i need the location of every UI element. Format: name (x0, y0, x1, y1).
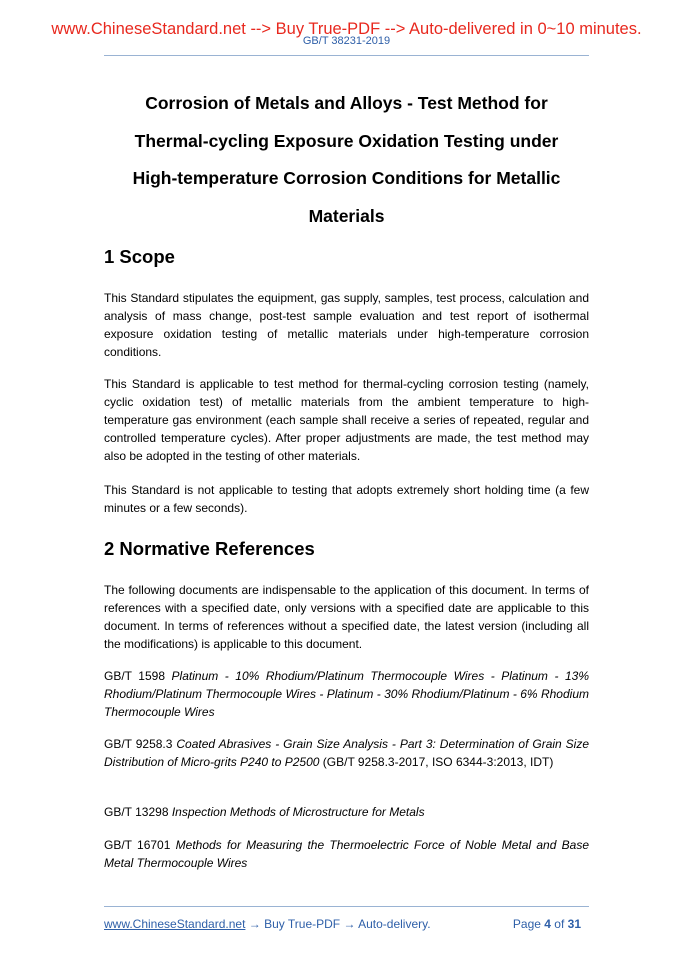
page-number: 4 (544, 917, 551, 931)
reference-code: GB/T 1598 (104, 669, 172, 683)
page-indicator (513, 915, 581, 933)
page-total: 31 (567, 917, 581, 931)
title-line: Thermal-cycling Exposure Oxidation Testing under (134, 130, 559, 151)
page-footer (104, 915, 589, 933)
footer-divider (104, 906, 589, 907)
reference-code: GB/T 13298 (104, 805, 172, 819)
reference-title: Platinum - 10% Rhodium/Platinum Thermocouple Wires - Platinum - 13% Rhodium/Platinum Thermocouple Wires - Platinum - 30% Rhodium/Platinum - 6% Rhodium Thermocouple Wires (104, 669, 589, 719)
reference-code: GB/T 16701 (104, 838, 176, 852)
reference-entry (104, 803, 589, 821)
header-divider (104, 55, 589, 56)
scope-paragraph: This Standard is applicable to test method for thermal-cycling corrosion testing (namely, cyclic oxidation test) of metallic materials from the ambient temperature to high-temperature gas environment (each sample shall receive a series of repeated, regular and controlled temperature cycles). After proper adjustments are made, the test method may also be adopted in the testing of other materials. (104, 377, 589, 463)
footer-tagline: → Buy True-PDF → Auto-delivery. (245, 917, 431, 931)
reference-title: Inspection Methods of Microstructure for Metals (171, 805, 425, 819)
reference-title: Coated Abrasives - Grain Size Analysis - Part 3: Determination of Grain Size Distribution of Micro-grits P240 to P2500 (104, 737, 590, 769)
page-of-label: of (550, 917, 568, 931)
reference-entry (104, 735, 589, 771)
title-line: High-temperature Corrosion Conditions for Metallic (132, 168, 561, 188)
reference-title: Methods for Measuring the Thermoelectric Force of Noble Metal and Base Metal Thermocouple Wires (104, 838, 589, 870)
section-heading-normative-references: 2 Normative References (104, 538, 315, 559)
reference-entry (104, 836, 589, 872)
document-title (104, 85, 589, 235)
reference-note: (GB/T 9258.3-2017, ISO 6344-3:2013, IDT) (319, 755, 554, 769)
section-heading-scope: 1 Scope (104, 246, 175, 267)
scope-paragraph: This Standard stipulates the equipment, gas supply, samples, test process, calculation and analysis of mass change, post-test sample evaluation and test report of isothermal exposure oxidation testing of metallic materials under high-temperature corrosion conditions. (104, 291, 589, 359)
scope-paragraph: This Standard is not applicable to testing that adopts extremely short holding time (a few minutes or a few seconds). (104, 483, 589, 515)
references-intro: The following documents are indispensable to the application of this document. In terms of references with a specified date, only versions with a specified date are applicable to this document. In terms of references without a specified date, the latest version (including all the modifications) is applicable to this document. (104, 583, 589, 651)
footer-website-link[interactable]: www.ChineseStandard.net (104, 917, 246, 931)
reference-code: GB/T 9258.3 (104, 737, 177, 751)
title-line: Materials (308, 205, 385, 226)
reference-entry (104, 667, 589, 721)
document-number: GB/T 38231-2019 (302, 35, 391, 47)
page-label: Page (512, 917, 545, 931)
title-line: Corrosion of Metals and Alloys - Test Method for (145, 93, 548, 113)
top-banner: www.ChineseStandard.net --> Buy True-PDF --> Auto-delivered in 0~10 minutes. (51, 20, 642, 38)
